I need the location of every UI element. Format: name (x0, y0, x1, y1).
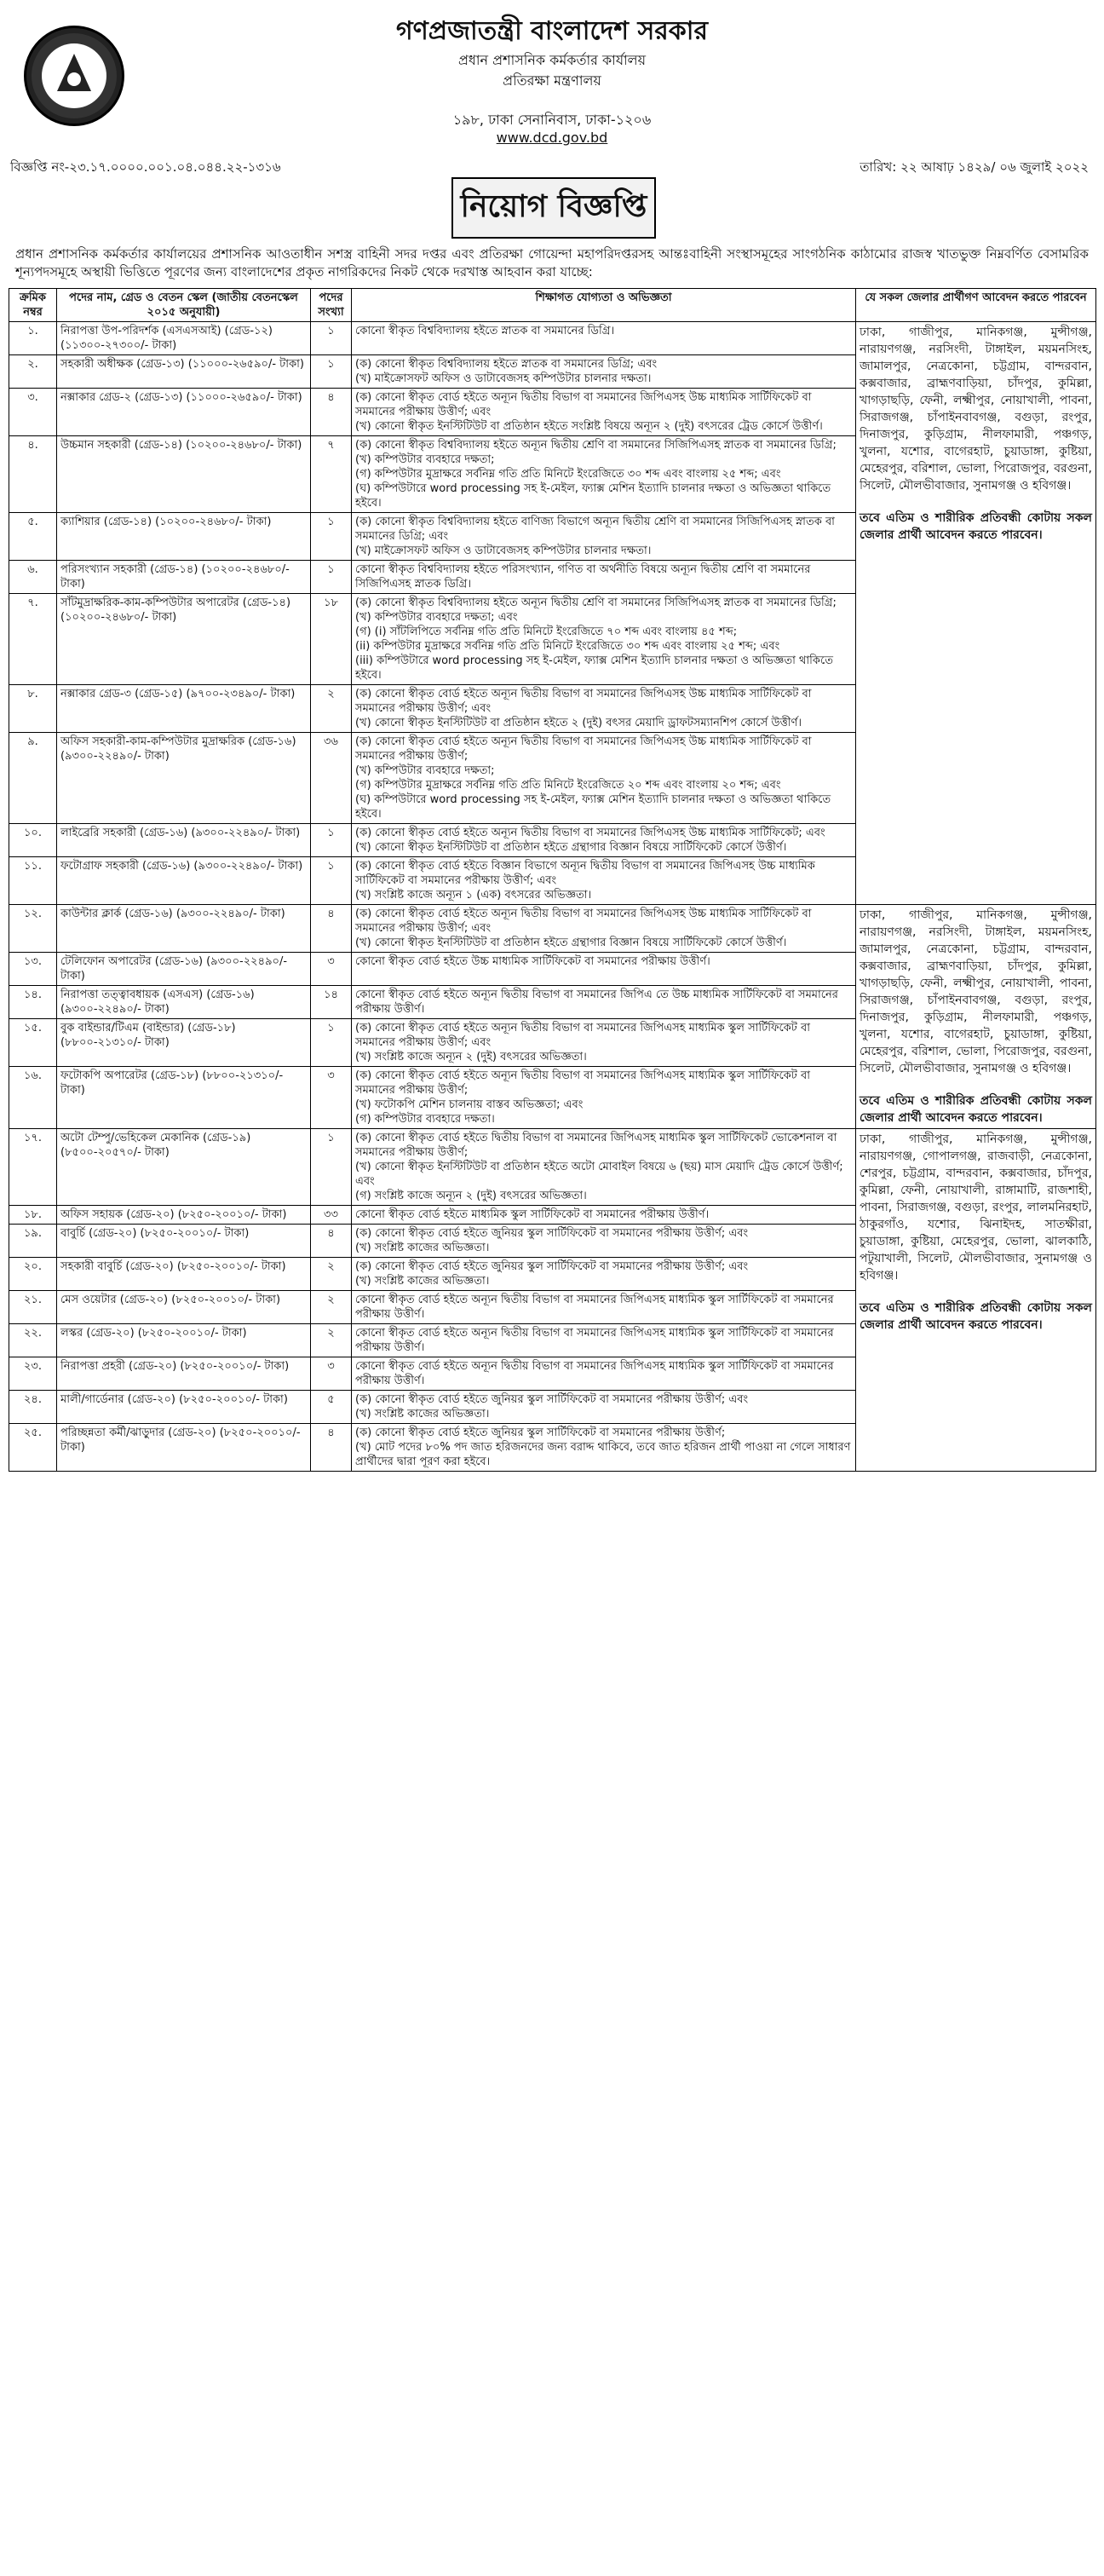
row-post-name: বাবুর্চি (গ্রেড-২০) (৮২৫০-২০০১০/- টাকা) (57, 1225, 311, 1258)
qualification-line: (ক) কোনো স্বীকৃত বোর্ড হইতে অন্যূন দ্বিতীয় বিভাগ বা সমমানের জিপিএসহ উচ্চ মাধ্যমিক সার্টিফিকেট বা সমমানের পরীক্ষায় উত্তীর্ণ; এবং (355, 391, 812, 418)
qualification-line: (খ) মাইক্রোসফট অফিস ও ডাটাবেজসহ কম্পিউটার চালনার দক্ষতা। (355, 372, 652, 385)
row-qualification (352, 1391, 856, 1424)
row-eligible-districts (856, 322, 1096, 905)
reference-number: বিজ্ঞপ্তি নং-২৩.১৭.০০০০.০০১.০৪.০৪৪.২২-১৩১৬ (10, 159, 281, 175)
notice-banner: নিয়োগ বিজ্ঞপ্তি (451, 177, 656, 239)
row-post-name: ফটোকপি অপারেটর (গ্রেড-১৮) (৮৮০০-২১৩১০/- টাকা) (57, 1067, 311, 1129)
website-link[interactable]: www.dcd.gov.bd (496, 130, 608, 146)
row-post-count: ২ (311, 1324, 352, 1357)
qualification-line: (খ) ফটোকপি মেশিন চালনায় বাস্তব অভিজ্ঞতা; এবং (355, 1098, 584, 1111)
qualification-line: (খ) সংশ্লিষ্ট কাজে অন্যূন ২ (দুই) বৎসরের অভিজ্ঞতা। (355, 1051, 587, 1063)
row-serial: ১৮. (9, 1206, 57, 1225)
row-serial: ১৪. (9, 986, 57, 1019)
qualification-line: (গ) কম্পিউটার মুদ্রাক্ষরে সর্বনিম্ন গতি প্রতি মিনিটে ইংরেজিতে ২০ শব্দ এবং বাংলায় ২০ শব্দ; এবং (355, 779, 781, 792)
row-post-count: ২ (311, 685, 352, 733)
qualification-line: (ii) কম্পিউটার মুদ্রাক্ষরে সর্বনিম্ন গতি প্রতি মিনিটে ইংরেজিতে ৩০ শব্দ এবং বাংলায় ২৫ শব্দ; এবং (355, 640, 780, 653)
row-serial: ২১. (9, 1291, 57, 1324)
row-serial: ৩. (9, 389, 57, 436)
qualification-line: (ঘ) কম্পিউটারে word processing সহ ই-মেইল, ফ্যাক্স মেশিন ইত্যাদি চালনার দক্ষতা ও অভিজ্ঞতা থাকিতে হইবে। (355, 793, 831, 821)
row-qualification (352, 1258, 856, 1291)
row-post-name: নক্সাকার গ্রেড-২ (গ্রেড-১৩) (১১০০০-২৬৫৯০/- টাকা) (57, 389, 311, 436)
row-serial: ২২. (9, 1324, 57, 1357)
qualification-line: (ক) কোনো স্বীকৃত বোর্ড হইতে জুনিয়র স্কুল সার্টিফিকেট বা সমমানের পরীক্ষায় উত্তীর্ণ; এবং (355, 1227, 749, 1240)
row-serial: ১. (9, 322, 57, 355)
row-post-count: ১৮ (311, 594, 352, 685)
intro-text: প্রধান প্রশাসনিক কর্মকর্তার কার্যালয়ের প্রশাসনিক আওতাধীন সশস্ত্র বাহিনী সদর দপ্তর এবং প্রতিরক্ষা গোয়েন্দা মহাপরিদপ্তরসহ আন্তঃবাহিনী সংস্থাসমূহের সাংগঠনিক কাঠামোর রাজস্ব খাতভুক্ত নিম্নবর্ণিত বেসামরিক শূন্যপদসমূহে অস্থায়ী ভিত্তিতে পূরণের জন্য বাংলাদেশের প্রকৃত নাগরিকদের নিকট থেকে দরখাস্ত আহবান করা যাচ্ছে: (15, 246, 1089, 279)
row-qualification (352, 1019, 856, 1067)
qualification-line: কোনো স্বীকৃত বোর্ড হইতে মাধ্যমিক স্কুল সার্টিফিকেট বা সমমানের পরীক্ষায় উত্তীর্ণ। (355, 1208, 710, 1221)
row-serial: ১৩. (9, 953, 57, 986)
row-qualification (352, 594, 856, 685)
row-serial: ১৭. (9, 1129, 57, 1206)
row-post-name: নিরাপত্তা প্রহরী (গ্রেড-২০) (৮২৫০-২০০১০/- টাকা) (57, 1357, 311, 1391)
qualification-line: (গ) কম্পিউটার ব্যবহারে দক্ষতা। (355, 1113, 495, 1126)
govt-title: গণপ্রজাতন্ত্রী বাংলাদেশ সরকার (396, 16, 708, 46)
row-post-name: অফিস সহকারী-কাম-কম্পিউটার মুদ্রাক্ষরিক (গ্রেড-১৬) (৯৩০০-২২৪৯০/- টাকা) (57, 733, 311, 824)
header-post: পদের নাম, গ্রেড ও বেতন স্কেল (জাতীয় বেতনস্কেল ২০১৫ অনুযায়ী) (57, 289, 311, 322)
table-row (9, 905, 1096, 953)
row-post-count: ৩৬ (311, 733, 352, 824)
qualification-line: (ক) কোনো স্বীকৃত বোর্ড হইতে অন্যূন দ্বিতীয় বিভাগ বা সমমানের জিপিএসহ উচ্চ মাধ্যমিক সার্টিফিকেট; এবং (355, 827, 825, 839)
row-post-name: কাউন্টার ক্লার্ক (গ্রেড-১৬) (৯৩০০-২২৪৯০/- টাকা) (57, 905, 311, 953)
qualification-line: (খ) মোট পদের ৮০% পদ জাত হরিজনদের জন্য বরাদ্দ থাকিবে, তবে জাত হরিজন প্রার্থী পাওয়া না গেলে সাধারণ প্রার্থীদের দ্বারা পূরণ করা হইবে। (355, 1441, 851, 1468)
qualification-line: (ক) কোনো স্বীকৃত বোর্ড হইতে অন্যূন দ্বিতীয় বিভাগ বা সমমানের জিপিএসহ মাধ্যমিক স্কুল সার্টিফিকেট বা সমমানের পরীক্ষায় উত্তীর্ণ; (355, 1069, 810, 1097)
qualification-line: (খ) সংশ্লিষ্ট কাজের অভিজ্ঞতা। (355, 1408, 490, 1421)
qualification-line: (খ) কম্পিউটার ব্যবহারে দক্ষতা; (355, 764, 495, 777)
row-post-count: ১ (311, 824, 352, 857)
row-post-count: ২ (311, 1291, 352, 1324)
header-qualification: শিক্ষাগত যোগ্যতা ও অভিজ্ঞতা (352, 289, 856, 322)
header-region: যে সকল জেলার প্রার্থীগণ আবেদন করতে পারবেন (856, 289, 1096, 322)
row-qualification (352, 1225, 856, 1258)
row-post-count: ৭ (311, 436, 352, 513)
row-post-name: ক্যাশিয়ার (গ্রেড-১৪) (১০২০০-২৪৬৮০/- টাকা) (57, 513, 311, 561)
qualification-line: (ক) কোনো স্বীকৃত বিশ্ববিদ্যালয় হইতে অন্যূন দ্বিতীয় শ্রেণি বা সমমানের সিজিপিএসহ স্নাতক বা সমমানের ডিগ্রি; (355, 439, 837, 452)
district-list: ঢাকা, গাজীপুর, মানিকগঞ্জ, মুন্সীগঞ্জ, নারায়ণগঞ্জ, নরসিংদী, টাঙ্গাইল, ময়মনসিংহ, জামালপুর, নেত্রকোনা, চট্টগ্রাম, বান্দরবান, কক্সবাজার, ব্রাহ্মণবাড়িয়া, চাঁদপুর, কুমিল্লা, খাগড়াছড়ি, ফেনী, লক্ষ্মীপুর, নোয়াখালী, পাবনা, সিরাজগঞ্জ, চাঁপাইনবাবগঞ্জ, বগুড়া, রংপুর, দিনাজপুর, কুড়িগ্রাম, নীলফামারী, পঞ্চগড়, খুলনা, যশোর, বাগেরহাট, চুয়াডাঙ্গা, কুষ্টিয়া, মেহেরপুর, বরিশাল, ভোলা, পিরোজপুর, বরগুনা, সিলেট, মৌলভীবাজার, সুনামগঞ্জ ও হবিগঞ্জ। (860, 908, 1092, 1075)
qualification-line: (ক) কোনো স্বীকৃত বোর্ড হইতে অন্যূন দ্বিতীয় বিভাগ বা সমমানের জিপিএসহ মাধ্যমিক স্কুল সার্টিফিকেট বা সমমানের পরীক্ষায় উত্তীর্ণ; এবং (355, 1022, 810, 1049)
qualification-line: (ক) কোনো স্বীকৃত বোর্ড হইতে অন্যূন দ্বিতীয় বিভাগ বা সমমানের জিপিএসহ উচ্চ মাধ্যমিক সার্টিফিকেট বা সমমানের পরীক্ষায় উত্তীর্ণ; এবং (355, 908, 812, 935)
qualification-line: (খ) কম্পিউটার ব্যবহারে দক্ষতা; (355, 453, 495, 466)
qualification-line: (খ) সংশ্লিষ্ট কাজের অভিজ্ঞতা। (355, 1275, 490, 1288)
row-qualification (352, 1424, 856, 1472)
row-post-name: মেস ওয়েটার (গ্রেড-২০) (৮২৫০-২০০১০/- টাকা) (57, 1291, 311, 1324)
row-qualification (352, 1357, 856, 1391)
qualification-line: (ক) কোনো স্বীকৃত বোর্ড হইতে জুনিয়র স্কুল সার্টিফিকেট বা সমমানের পরীক্ষায় উত্তীর্ণ; এবং (355, 1260, 749, 1273)
row-serial: ১৬. (9, 1067, 57, 1129)
header-sl: ক্রমিক নম্বর (9, 289, 57, 322)
table-row (9, 322, 1096, 355)
row-serial: ৭. (9, 594, 57, 685)
row-qualification (352, 1067, 856, 1129)
quota-note: তবে এতিম ও শারীরিক প্রতিবন্ধী কোটায় সকল জেলার প্রার্থী আবেদন করতে পারবেন। (860, 1301, 1092, 1332)
qualification-line: (খ) সংশ্লিষ্ট কাজের অভিজ্ঞতা। (355, 1242, 490, 1254)
row-post-count: ৩ (311, 1067, 352, 1129)
qualification-line: কোনো স্বীকৃত বোর্ড হইতে অন্যূন দ্বিতীয় বিভাগ বা সমমানের জিপিএসহ মাধ্যমিক স্কুল সার্টিফিকেট বা সমমানের পরীক্ষায় উত্তীর্ণ। (355, 1360, 834, 1387)
qualification-line: (খ) সংশ্লিষ্ট কাজে অন্যূন ১ (এক) বৎসরের অভিজ্ঞতা। (355, 889, 592, 902)
qualification-line: (ক) কোনো স্বীকৃত বিশ্ববিদ্যালয় হইতে অন্যূন দ্বিতীয় শ্রেণি বা সমমানের সিজিপিএসহ স্নাতক বা সমমানের ডিগ্রি; (355, 596, 837, 609)
row-post-name: পরিসংখ্যান সহকারী (গ্রেড-১৪) (১০২০০-২৪৬৮০/- টাকা) (57, 561, 311, 594)
row-qualification (352, 513, 856, 561)
qualification-line: (খ) কোনো স্বীকৃত ইনস্টিটিউট বা প্রতিষ্ঠান হইতে অটো মোবাইল বিষয়ে ৬ (ছয়) মাস মেয়াদি ট্রেড কোর্সে উত্তীর্ণ; এবং (355, 1161, 843, 1188)
row-qualification (352, 857, 856, 905)
qualification-line: কোনো স্বীকৃত বোর্ড হইতে অন্যূন দ্বিতীয় বিভাগ বা সমমানের জিপিএসহ মাধ্যমিক স্কুল সার্টিফিকেট বা সমমানের পরীক্ষায় উত্তীর্ণ। (355, 1294, 834, 1321)
row-post-name: নক্সাকার গ্রেড-৩ (গ্রেড-১৫) (৯৭০০-২৩৪৯০/- টাকা) (57, 685, 311, 733)
row-serial: ১০. (9, 824, 57, 857)
row-serial: ১৫. (9, 1019, 57, 1067)
qualification-line: (ক) কোনো স্বীকৃত বোর্ড হইতে বিজ্ঞান বিভাগে অন্যূন দ্বিতীয় বিভাগ বা সমমানের জিপিএসহ উচ্চ মাধ্যমিক সার্টিফিকেট বা সমমানের পরীক্ষায় উত্তীর্ণ; এবং (355, 860, 815, 887)
qualification-line: কোনো স্বীকৃত বিশ্ববিদ্যালয় হইতে স্নাতক বা সমমানের ডিগ্রি। (355, 325, 615, 337)
row-post-count: ৩ (311, 1357, 352, 1391)
row-serial: ১২. (9, 905, 57, 953)
qualification-line: (ক) কোনো স্বীকৃত বিশ্ববিদ্যালয় হইতে স্নাতক বা সমমানের ডিগ্রি; এবং (355, 358, 658, 371)
row-qualification (352, 1206, 856, 1225)
row-post-count: ৪ (311, 905, 352, 953)
row-qualification (352, 389, 856, 436)
qualification-line: (খ) কোনো স্বীকৃত ইনস্টিটিউট বা প্রতিষ্ঠান হইতে ২ (দুই) বৎসর মেয়াদি ড্রাফটসম্যানশিপ কোর্সে উত্তীর্ণ। (355, 717, 802, 729)
qualification-line: (খ) মাইক্রোসফট অফিস ও ডাটাবেজসহ কম্পিউটার চালনার দক্ষতা। (355, 545, 652, 557)
row-post-name: অটো টেম্পু/ভেহিকেল মেকানিক (গ্রেড-১৯) (৮৫০০-২০৫৭০/- টাকা) (57, 1129, 311, 1206)
qualification-line: (গ) সংশ্লিষ্ট কাজে অন্যূন ২ (দুই) বৎসরের অভিজ্ঞতা। (355, 1190, 587, 1202)
row-qualification (352, 824, 856, 857)
row-post-count: ১ (311, 322, 352, 355)
row-qualification (352, 986, 856, 1019)
qualification-line: (ক) কোনো স্বীকৃত বোর্ড হইতে অন্যূন দ্বিতীয় বিভাগ বা সমমানের জিপিএসহ উচ্চ মাধ্যমিক সার্টিফিকেট বা সমমানের পরীক্ষায় উত্তীর্ণ; এবং (355, 688, 812, 715)
row-post-name: টেলিফোন অপারেটর (গ্রেড-১৬) (৯৩০০-২২৪৯০/- টাকা) (57, 953, 311, 986)
row-qualification (352, 905, 856, 953)
row-post-count: ৪ (311, 1225, 352, 1258)
row-eligible-districts (856, 1129, 1096, 1472)
qualification-line: (গ) (i) সাঁটলিপিতে সর্বনিম্ন গতি প্রতি মিনিটে ইংরেজিতে ৭০ শব্দ এবং বাংলায় ৪৫ শব্দ; (355, 625, 738, 638)
row-post-count: ১ (311, 355, 352, 389)
row-post-name: লাইব্রেরি সহকারী (গ্রেড-১৬) (৯৩০০-২২৪৯০/- টাকা) (57, 824, 311, 857)
qualification-line: (খ) কোনো স্বীকৃত ইনস্টিটিউট বা প্রতিষ্ঠান হইতে গ্রন্থাগার বিজ্ঞান বিষয়ে সার্টিফিকেট কোর্সে উত্তীর্ণ। (355, 841, 787, 854)
table-header-row (9, 289, 1096, 322)
row-post-count: ১ (311, 1019, 352, 1067)
posts-table (9, 288, 1096, 1472)
qualification-line: (খ) কোনো স্বীকৃত ইনস্টিটিউট বা প্রতিষ্ঠান হইতে সংশ্লিষ্ট বিষয়ে অন্যূন ২ (দুই) বৎসরের ট্রেড কোর্সে উত্তীর্ণ। (355, 420, 823, 433)
qualification-line: (iii) কম্পিউটারে word processing সহ ই-মেইল, ফ্যাক্স মেশিন ইত্যাদি চালনার দক্ষতা ও অভিজ্ঞতা থাকিতে হইবে। (355, 654, 833, 682)
district-list: ঢাকা, গাজীপুর, মানিকগঞ্জ, মুন্সীগঞ্জ, নারায়ণগঞ্জ, গোপালগঞ্জ, রাজবাড়ী, নেত্রকোনা, শেরপুর, চট্টগ্রাম, বান্দরবান, কক্সবাজার, চাঁদপুর, কুমিল্লা, ফেনী, নোয়াখালী, রাঙ্গামাটি, রাজশাহী, পাবনা, সিরাজগঞ্জ, বগুড়া, রংপুর, লালমনিরহাট, ঠাকুরগাঁও, যশোর, ঝিনাইদহ, সাতক্ষীরা, চুয়াডাঙ্গা, কুষ্টিয়া, মেহেরপুর, ভোলা, ঝালকাঠি, পটুয়াখালী, সিলেট, মৌলভীবাজার, সুনামগঞ্জ ও হবিগঞ্জ। (860, 1132, 1092, 1282)
row-serial: ৪. (9, 436, 57, 513)
row-post-count: ১৪ (311, 986, 352, 1019)
row-eligible-districts (856, 905, 1096, 1129)
row-serial: ৬. (9, 561, 57, 594)
row-serial: ১৯. (9, 1225, 57, 1258)
row-post-name: সাঁটমুদ্রাক্ষরিক-কাম-কম্পিউটার অপারেটর (গ্রেড-১৪) (১০২০০-২৪৬৮০/- টাকা) (57, 594, 311, 685)
row-qualification (352, 355, 856, 389)
row-post-count: ৪ (311, 1424, 352, 1472)
row-post-name: নিরাপত্তা তত্ত্বাবধায়ক (এসএস) (গ্রেড-১৬) (৯৩০০-২২৪৯০/- টাকা) (57, 986, 311, 1019)
row-qualification (352, 685, 856, 733)
office-name: প্রধান প্রশাসনিক কর্মকর্তার কার্যালয় (457, 52, 647, 68)
qualification-line: কোনো স্বীকৃত বোর্ড হইতে উচ্চ মাধ্যমিক সার্টিফিকেট বা সমমানের পরীক্ষায় উত্তীর্ণ। (355, 955, 710, 968)
row-post-name: লস্কর (গ্রেড-২০) (৮২৫০-২০০১০/- টাকা) (57, 1324, 311, 1357)
row-post-count: ১ (311, 561, 352, 594)
address: ১৯৮, ঢাকা সেনানিবাস, ঢাকা-১২০৬ (452, 112, 652, 128)
row-post-count: ১ (311, 857, 352, 905)
row-post-count: ৫ (311, 1391, 352, 1424)
table-body (9, 322, 1096, 1472)
row-post-count: ২ (311, 1258, 352, 1291)
qualification-line: কোনো স্বীকৃত বোর্ড হইতে অন্যূন দ্বিতীয় বিভাগ বা সমমানের জিপিএসহ মাধ্যমিক স্কুল সার্টিফিকেট বা সমমানের পরীক্ষায় উত্তীর্ণ। (355, 1327, 834, 1354)
row-post-count: ৩ (311, 953, 352, 986)
row-serial: ৯. (9, 733, 57, 824)
row-serial: ৫. (9, 513, 57, 561)
notice-date: তারিখ: ২২ আষাঢ় ১৪২৯/ ০৬ জুলাই ২০২২ (860, 159, 1089, 175)
qualification-line: (ক) কোনো স্বীকৃত বোর্ড হইতে জুনিয়র স্কুল সার্টিফিকেট বা সমমানের পরীক্ষায় উত্তীর্ণ; (355, 1426, 726, 1439)
qualification-line: কোনো স্বীকৃত বোর্ড হইতে অন্যূন দ্বিতীয় বিভাগ বা সমমানের জিপিএ তে উচ্চ মাধ্যমিক সার্টিফিকেট বা সমমানের পরীক্ষায় উত্তীর্ণ। (355, 988, 838, 1016)
row-post-name: ফটোগ্রাফ সহকারী (গ্রেড-১৬) (৯৩০০-২২৪৯০/- টাকা) (57, 857, 311, 905)
qualification-line: (খ) কম্পিউটার ব্যবহারে দক্ষতা; এবং (355, 611, 518, 624)
row-post-name: বুক বাইন্ডার/টিএম (বাইন্ডার) (গ্রেড-১৮) (৮৮০০-২১৩১০/- টাকা) (57, 1019, 311, 1067)
row-serial: ২৪. (9, 1391, 57, 1424)
row-serial: ১১. (9, 857, 57, 905)
qualification-line: (ঘ) কম্পিউটারে word processing সহ ই-মেইল, ফ্যাক্স মেশিন ইত্যাদি চালনার দক্ষতা ও অভিজ্ঞতা থাকিতে হইবে। (355, 482, 831, 510)
row-post-name: নিরাপত্তা উপ-পরিদর্শক (এসএসআই) (গ্রেড-১২) (১১৩০০-২৭৩০০/- টাকা) (57, 322, 311, 355)
row-qualification (352, 436, 856, 513)
row-post-count: ৩৩ (311, 1206, 352, 1225)
quota-note: তবে এতিম ও শারীরিক প্রতিবন্ধী কোটায় সকল জেলার প্রার্থী আবেদন করতে পারবেন। (860, 1094, 1092, 1125)
row-post-count: ১ (311, 1129, 352, 1206)
qualification-line: (ক) কোনো স্বীকৃত বিশ্ববিদ্যালয় হইতে বাণিজ্য বিভাগে অন্যূন দ্বিতীয় শ্রেণি বা সমমানের সিজিপিএসহ স্নাতক বা সমমানের ডিগ্রি; এবং (355, 516, 835, 543)
quota-note: তবে এতিম ও শারীরিক প্রতিবন্ধী কোটায় সকল জেলার প্রার্থী আবেদন করতে পারবেন। (860, 511, 1092, 542)
qualification-line: (ক) কোনো স্বীকৃত বোর্ড হইতে জুনিয়র স্কুল সার্টিফিকেট বা সমমানের পরীক্ষায় উত্তীর্ণ; এবং (355, 1393, 749, 1406)
row-post-name: অফিস সহায়ক (গ্রেড-২০) (৮২৫০-২০০১০/- টাকা) (57, 1206, 311, 1225)
row-serial: ২৩. (9, 1357, 57, 1391)
qualification-line: (গ) কম্পিউটার মুদ্রাক্ষরে সর্বনিম্ন গতি প্রতি মিনিটে ইংরেজিতে ৩০ শব্দ এবং বাংলায় ২৫ শব্দ; এবং (355, 468, 781, 481)
row-qualification (352, 953, 856, 986)
header-count: পদের সংখ্যা (311, 289, 352, 322)
row-post-count: ৪ (311, 389, 352, 436)
row-post-name: উচ্চমান সহকারী (গ্রেড-১৪) (১০২০০-২৪৬৮০/- টাকা) (57, 436, 311, 513)
row-serial: ২০. (9, 1258, 57, 1291)
row-post-count: ১ (311, 513, 352, 561)
ministry-name: প্রতিরক্ষা মন্ত্রণালয় (503, 72, 601, 89)
qualification-line: (ক) কোনো স্বীকৃত বোর্ড হইতে অন্যূন দ্বিতীয় বিভাগ বা সমমানের জিপিএসহ উচ্চ মাধ্যমিক সার্টিফিকেট বা সমমানের পরীক্ষায় উত্তীর্ণ; (355, 735, 812, 763)
qualification-line: কোনো স্বীকৃত বিশ্ববিদ্যালয় হইতে পরিসংখ্যান, গণিত বা অর্থনীতি বিষয়ে অন্যূন দ্বিতীয় শ্রেণি বা সমমানের সিজিপিএসহ স্নাতক ডিগ্রি। (355, 563, 811, 591)
row-qualification (352, 1129, 856, 1206)
row-post-name: পরিচ্ছন্নতা কর্মী/ঝাড়ুদার (গ্রেড-২০) (৮২৫০-২০০১০/- টাকা) (57, 1424, 311, 1472)
row-qualification (352, 733, 856, 824)
row-qualification (352, 1324, 856, 1357)
row-post-name: সহকারী অধীক্ষক (গ্রেড-১৩) (১১০০০-২৬৫৯০/- টাকা) (57, 355, 311, 389)
table-row (9, 1129, 1096, 1206)
row-serial: ৮. (9, 685, 57, 733)
row-qualification (352, 561, 856, 594)
row-post-name: সহকারী বাবুর্চি (গ্রেড-২০) (৮২৫০-২০০১০/- টাকা) (57, 1258, 311, 1291)
row-serial: ২. (9, 355, 57, 389)
row-post-name: মালী/গার্ডেনার (গ্রেড-২০) (৮২৫০-২০০১০/- টাকা) (57, 1391, 311, 1424)
qualification-line: (খ) কোনো স্বীকৃত ইনস্টিটিউট বা প্রতিষ্ঠান হইতে গ্রন্থাগার বিজ্ঞান বিষয়ে সার্টিফিকেট কোর্সে উত্তীর্ণ। (355, 936, 787, 949)
row-serial: ২৫. (9, 1424, 57, 1472)
district-list: ঢাকা, গাজীপুর, মানিকগঞ্জ, মুন্সীগঞ্জ, নারায়ণগঞ্জ, নরসিংদী, টাঙ্গাইল, ময়মনসিংহ, জামালপুর, নেত্রকোনা, চট্টগ্রাম, বান্দরবান, কক্সবাজার, ব্রাহ্মণবাড়িয়া, চাঁদপুর, কুমিল্লা, খাগড়াছড়ি, ফেনী, লক্ষ্মীপুর, নোয়াখালী, পাবনা, সিরাজগঞ্জ, চাঁপাইনবাবগঞ্জ, বগুড়া, রংপুর, দিনাজপুর, কুড়িগ্রাম, নীলফামারী, পঞ্চগড়, খুলনা, যশোর, বাগেরহাট, চুয়াডাঙ্গা, কুষ্টিয়া, মেহেরপুর, বরিশাল, ভোলা, পিরোজপুর, বরগুনা, সিলেট, মৌলভীবাজার, সুনামগঞ্জ ও হবিগঞ্জ। (860, 326, 1092, 493)
row-qualification (352, 1291, 856, 1324)
row-qualification (352, 322, 856, 355)
qualification-line: (ক) কোনো স্বীকৃত বোর্ড হইতে দ্বিতীয় বিভাগ বা সমমানের জিপিএসহ মাধ্যমিক স্কুল সার্টিফিকেট ভোকেশনাল বা সমমানের পরীক্ষায় উত্তীর্ণ; (355, 1132, 837, 1159)
